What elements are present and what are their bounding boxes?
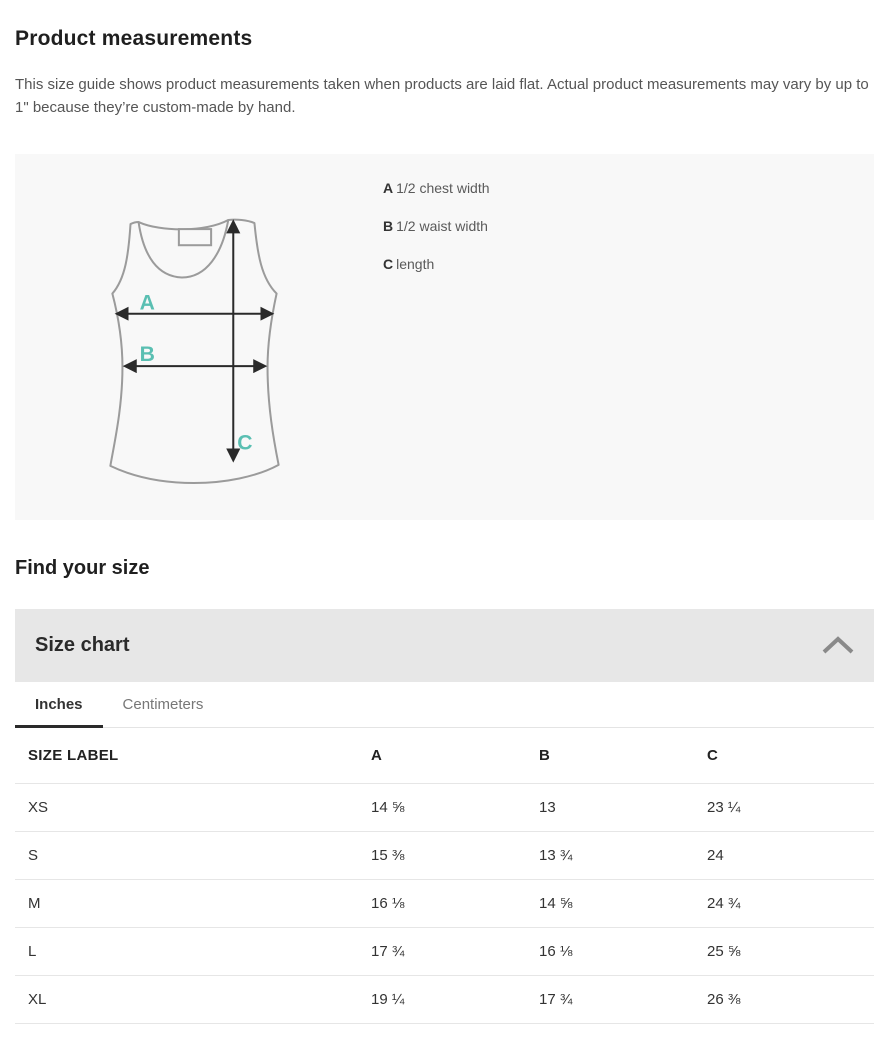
legend-label: 1/2 chest width [396,179,490,196]
cell-size: M [15,880,358,928]
legend-item-length [383,256,490,272]
cell-a: 19 ¼ [358,976,526,1024]
tank-top-diagram-icon [105,216,287,485]
cell-size: S [15,832,358,880]
size-chart-header-label: Size chart [35,633,130,656]
unit-tabs [15,682,874,728]
table-header-row [15,728,874,784]
cell-c: 26 ⅜ [694,976,874,1024]
size-guide-description: This size guide shows product measurements taken when products are laid flat. Actual product measurements may vary by up to 1" because they’re custom-made by hand. [15,76,869,117]
find-your-size-heading: Find your size [15,556,150,579]
marker-b: B [139,342,155,366]
cell-size: XS [15,784,358,832]
tank-neck-label [179,229,211,245]
tab-centimeters-label: Centimeters [122,695,204,713]
measurement-legend [383,180,490,294]
col-header-b: B [526,728,694,784]
cell-b: 13 ¾ [526,832,694,880]
tab-inches-label: Inches [35,695,83,713]
legend-item-chest [383,180,490,196]
tab-inches[interactable] [15,682,103,727]
tab-centimeters[interactable] [103,682,224,727]
cell-a: 15 ⅜ [358,832,526,880]
cell-size: XL [15,976,358,1024]
cell-size: L [15,928,358,976]
cell-c: 24 [694,832,874,880]
cell-c: 24 ¾ [694,880,874,928]
table-row [15,784,874,832]
tank-outline [110,219,278,482]
size-chart-toggle[interactable] [15,609,874,682]
cell-b: 14 ⅝ [526,880,694,928]
legend-label: 1/2 waist width [396,217,488,234]
cell-b: 17 ¾ [526,976,694,1024]
legend-item-waist [383,218,490,234]
marker-a: A [139,291,155,315]
cell-c: 25 ⅝ [694,928,874,976]
table-row [15,832,874,880]
table-row [15,976,874,1024]
cell-a: 17 ¾ [358,928,526,976]
cell-c: 23 ¼ [694,784,874,832]
size-table [15,728,874,1025]
cell-b: 16 ⅛ [526,928,694,976]
cell-b: 13 [526,784,694,832]
legend-key: C [383,255,394,272]
size-guide-page [0,27,889,1024]
cell-a: 16 ⅛ [358,880,526,928]
legend-key: B [383,217,394,234]
col-header-a: A [358,728,526,784]
legend-key: A [383,179,394,196]
table-row [15,880,874,928]
chevron-up-icon[interactable] [820,634,856,656]
col-header-c: C [694,728,874,784]
measurement-diagram-panel [15,154,874,520]
col-header-size-label: SIZE LABEL [15,728,358,784]
tank-collar-line [139,220,229,229]
table-row [15,928,874,976]
legend-label: length [396,255,435,272]
page-title: Product measurements [15,27,253,50]
marker-c: C [237,431,253,455]
cell-a: 14 ⅝ [358,784,526,832]
